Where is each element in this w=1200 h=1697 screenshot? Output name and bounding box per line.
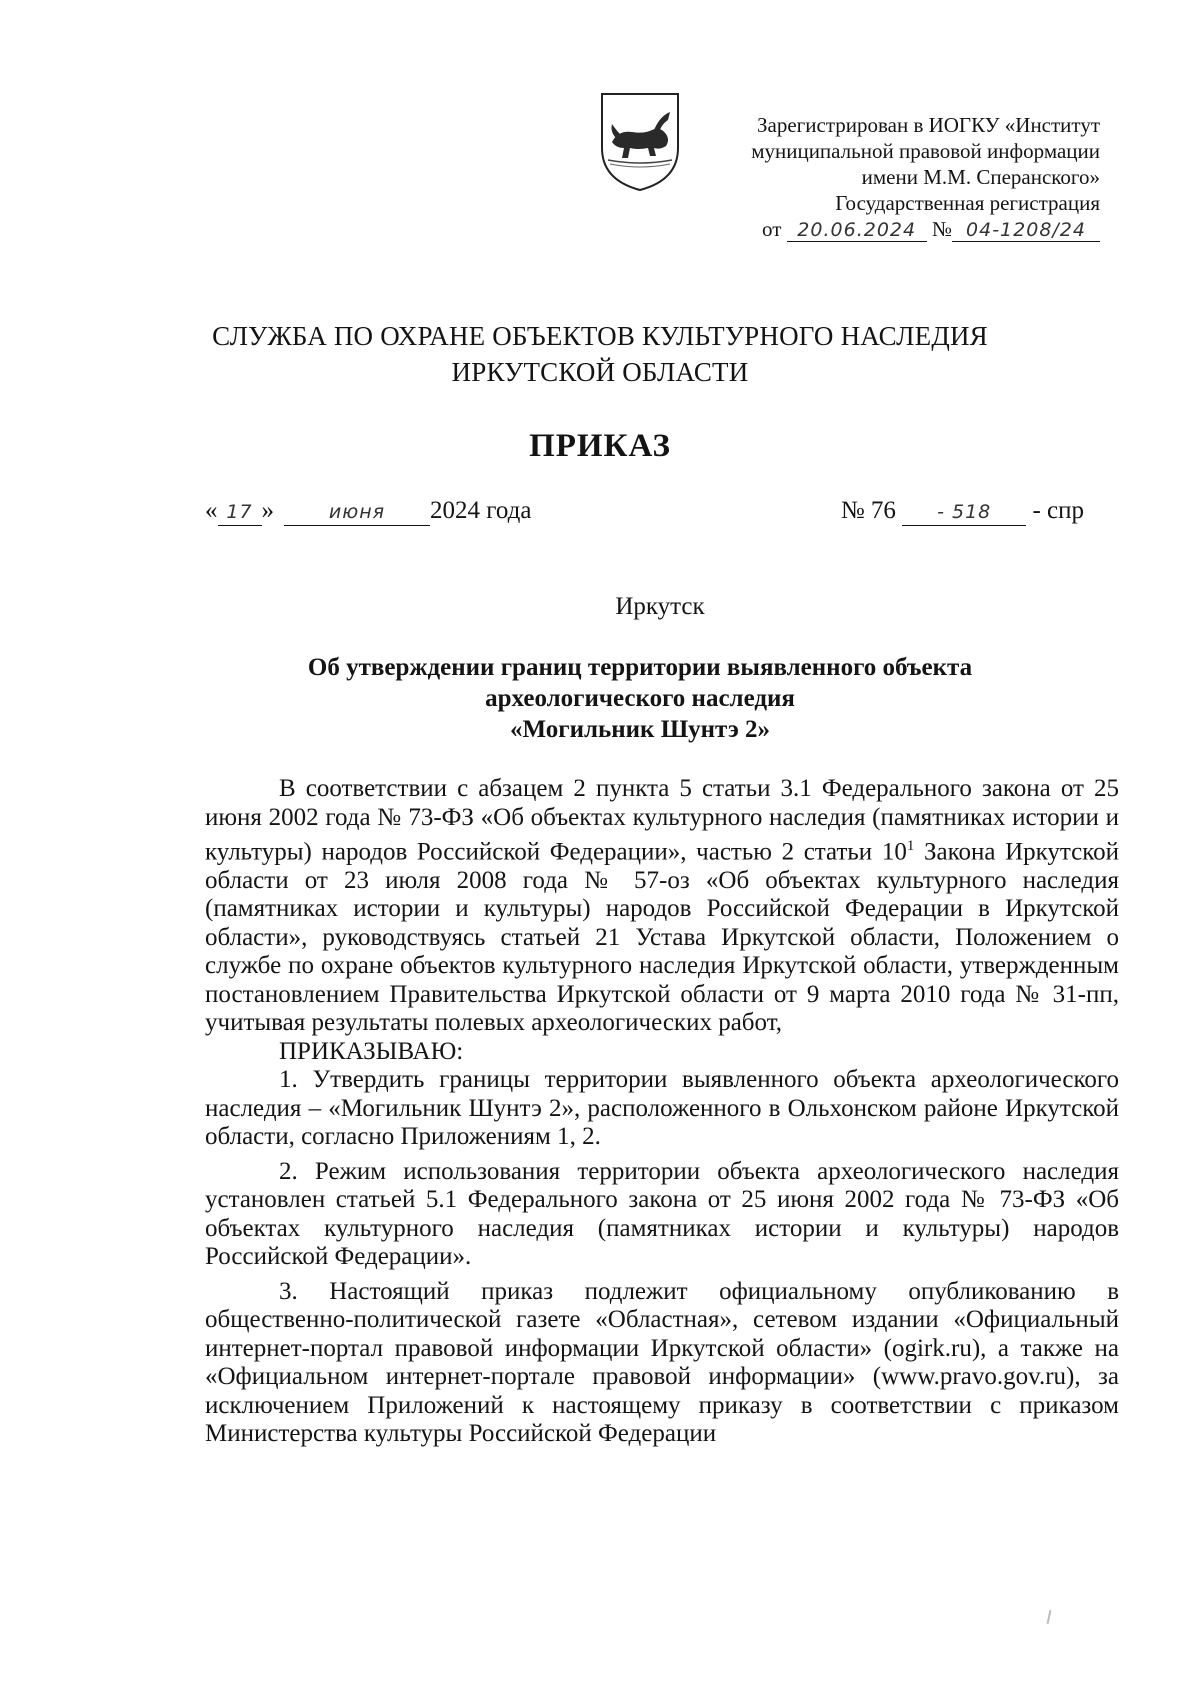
registration-line-3: имени М.М. Сперанского» (861, 165, 1100, 189)
preamble-paragraph (205, 775, 1119, 1038)
organization-name (0, 318, 1200, 390)
date-day: 17 (218, 499, 262, 526)
order-date (205, 497, 531, 526)
date-year: 2024 года (430, 497, 532, 524)
organization-line-1: СЛУЖБА ПО ОХРАНЕ ОБЪЕКТОВ КУЛЬТУРНОГО НАСЛЕДИЯ (212, 321, 988, 351)
registration-date-value: 20.06.2024 (787, 219, 927, 242)
registration-line-1: Зарегистрирован в ИОГКУ «Институт (756, 113, 1100, 137)
organization-line-2: ИРКУТСКОЙ ОБЛАСТИ (451, 357, 749, 387)
item-1-paragraph: 1. Утвердить границы территории выявленного объекта археологического наследия – «Могильник Шунтэ 2», расположенного в Ольхонском районе Иркутской области, согласно Приложениям 1, 2. (205, 1066, 1119, 1151)
registration-line-2: муниципальной правовой информации (751, 139, 1100, 163)
date-month: июня (284, 499, 430, 526)
irkutsk-coat-of-arms-icon (596, 90, 684, 194)
subject-line-1: Об утверждении границ территории выявленного объекта (307, 654, 973, 681)
preamble-part-2: Закона Иркутской области от 23 июля 2008 года № 57-оз «Об объектах культурного наследия (памятниках истории и культуры) народов Российской Федерации в Иркутской области», руководствуясь статьей 21 Устава Иркутской области, Положением о службе по охране объектов культурного наследия Иркутской области, утвержденным постановлением Правительства Иркутской области от 9 марта 2010 года № 31-пп, учитывая результаты полевых археологических работ, (205, 838, 1119, 1037)
subject-line-2: археологического наследия (485, 685, 795, 712)
scan-mark (1047, 1610, 1052, 1624)
registration-number-prefix: № (931, 217, 952, 241)
city-name: Иркутск (615, 593, 705, 620)
preamble-superscript: 1 (906, 838, 915, 854)
date-open-quote: « (205, 497, 218, 524)
item-2-paragraph: 2. Режим использования территории объекта археологического наследия установлен статьей 5.1 Федерального закона от 25 июня 2002 года № 73-ФЗ «Об объектах культурного наследия (памятниках истории и культуры) народов Российской Федерации». (205, 1157, 1119, 1271)
registration-number-value: 04-1208/24 (952, 219, 1100, 242)
registration-line-4: Государственная регистрация (835, 191, 1100, 215)
order-body (205, 775, 1119, 1449)
item-3-paragraph: 3. Настоящий приказ подлежит официальному опубликованию в общественно-политической газете «Областная», сетевом издании «Официальный интернет-портал правовой информации Иркутской области» (ogirk.ru), а также на «Официальном интернет-портале правовой информации» (www.pravo.gov.ru), за исключением Приложений к настоящему приказу в соответствии с приказом Министерства культуры Российской Федерации (205, 1277, 1119, 1448)
order-number-suffix: - спр (1032, 497, 1084, 524)
registration-date-row (680, 216, 1100, 242)
order-subject (240, 652, 1040, 745)
subject-line-3: «Могильник Шунтэ 2» (509, 716, 771, 743)
registration-date-prefix: от (762, 217, 782, 241)
document-type-title: ПРИКАЗ (529, 428, 671, 464)
preamble-part-1: В соответствии с абзацем 2 пункта 5 статьи 3.1 Федерального закона от 25 июня 2002 года № 73-ФЗ «Об объектах культурного наследия (памятниках истории и культуры) народов Российской Федерации», частью 2 статьи 10 (205, 775, 1119, 866)
order-word: ПРИКАЗЫВАЮ: (279, 1037, 464, 1065)
order-number (841, 497, 1084, 526)
order-number-handwritten: - 518 (902, 499, 1026, 526)
registration-stamp (680, 112, 1100, 242)
order-number-prefix: № 76 (840, 497, 896, 524)
date-close-quote: » (261, 497, 274, 524)
